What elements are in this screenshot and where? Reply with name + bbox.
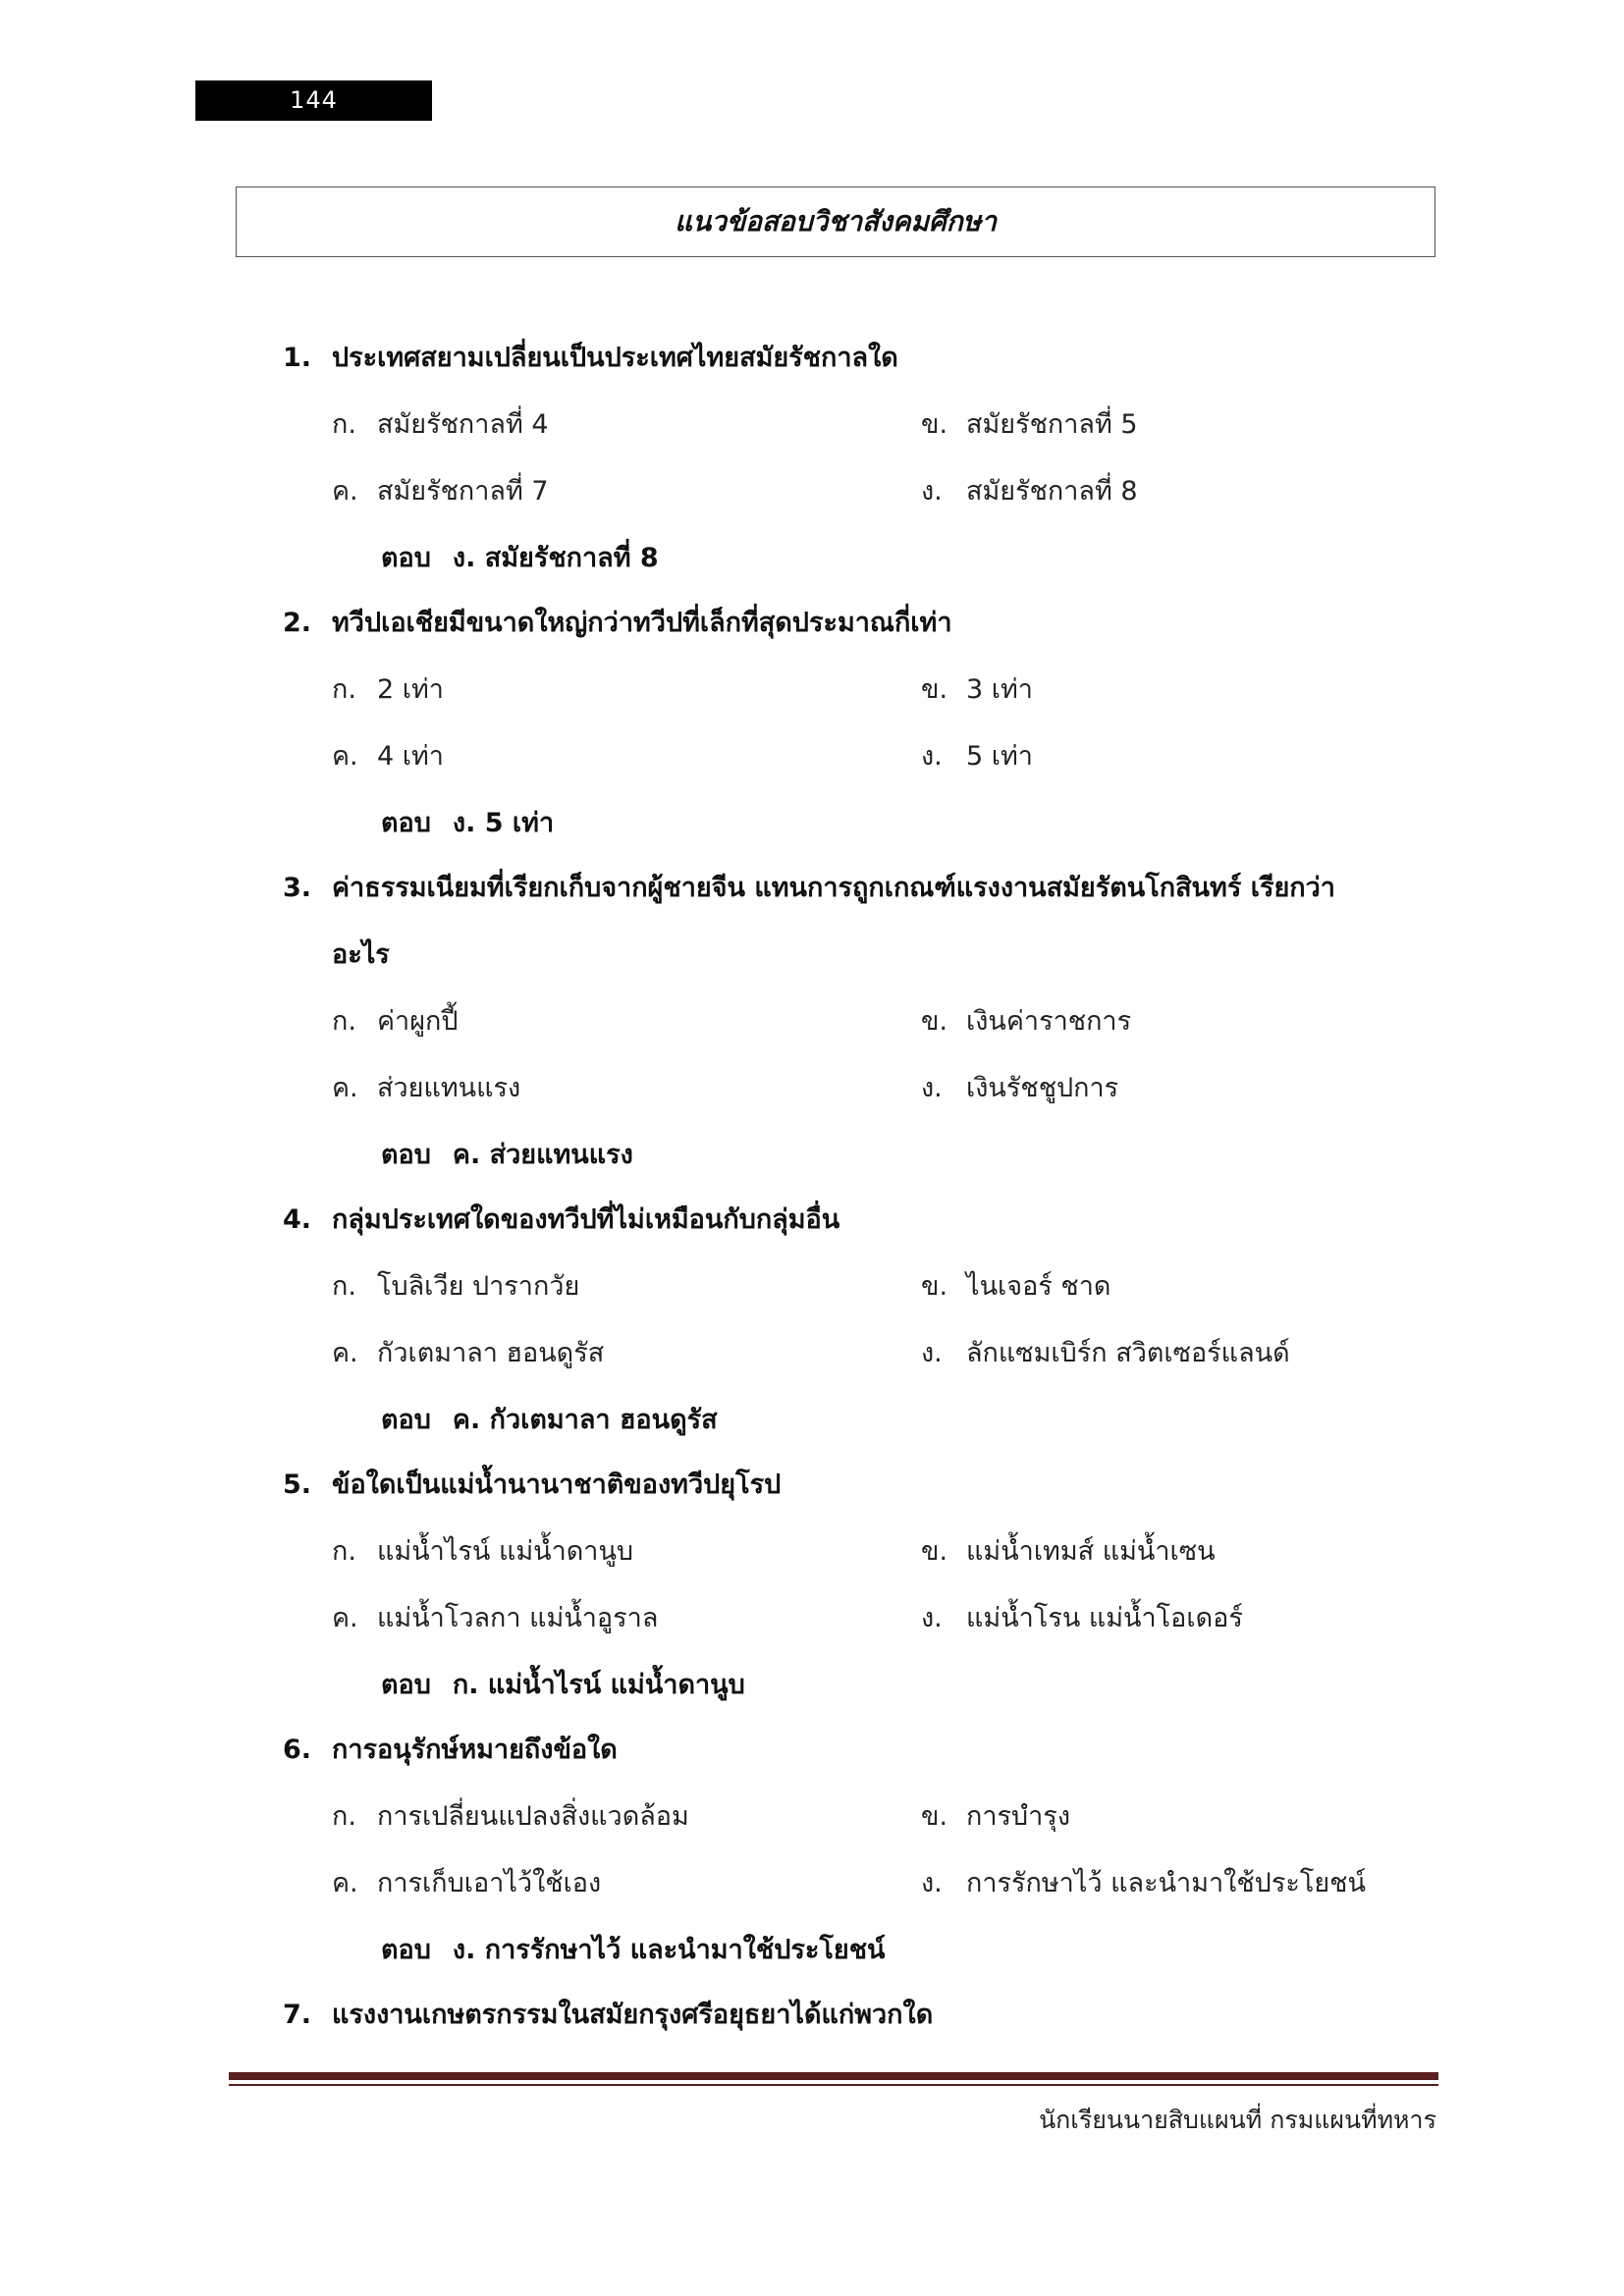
footer-divider <box>229 2072 1438 2080</box>
question-text: ทวีปเอเชียมีขนาดใหญ่กว่าทวีปที่เล็กที่สุดประมาณกี่เท่า <box>332 608 952 638</box>
answer-4 <box>381 1398 718 1440</box>
answer-text: ก. แม่น้ำไรน์ แม่น้ำดานูบ <box>452 1670 745 1700</box>
option-d <box>921 1331 1290 1373</box>
option-text: การเปลี่ยนแปลงสิ่งแวดล้อม <box>377 1801 689 1832</box>
option-c <box>332 1066 520 1108</box>
option-text: การบำรุง <box>966 1801 1070 1832</box>
option-d <box>921 734 1033 776</box>
question-2 <box>283 601 952 643</box>
question-number: 1. <box>283 343 312 373</box>
option-b <box>921 667 1033 710</box>
question-4 <box>283 1198 839 1240</box>
option-a <box>332 402 549 445</box>
option-d <box>921 1861 1366 1903</box>
question-number: 5. <box>283 1469 312 1500</box>
page-number: 144 <box>195 80 432 121</box>
question-text-continued: อะไร <box>332 939 390 970</box>
answer-label: ตอบ <box>381 543 431 573</box>
option-letter: ก. <box>332 1536 356 1567</box>
answer-1 <box>381 536 659 578</box>
question-6 <box>283 1728 618 1770</box>
option-text: เงินค่าราชการ <box>966 1006 1132 1037</box>
option-text: ลักแซมเบิร์ก สวิตเซอร์แลนด์ <box>966 1338 1290 1368</box>
question-text: แรงงานเกษตรกรรมในสมัยกรุงศรีอยุธยาได้แก่พวกใด <box>332 2000 934 2030</box>
question-1 <box>283 336 898 378</box>
option-letter: ค. <box>332 1868 358 1898</box>
option-letter: ง. <box>921 1338 943 1368</box>
option-text: ไนเจอร์ ชาด <box>966 1271 1111 1302</box>
option-text: 4 เท่า <box>377 741 444 772</box>
question-number: 3. <box>283 873 312 903</box>
option-letter: ง. <box>921 741 943 772</box>
answer-text: ง. สมัยรัชกาลที่ 8 <box>452 543 659 573</box>
option-letter: ข. <box>921 1536 948 1567</box>
option-b <box>921 999 1131 1041</box>
option-letter: ข. <box>921 1271 948 1302</box>
option-d <box>921 1596 1243 1638</box>
option-a <box>332 1264 579 1307</box>
option-letter: ง. <box>921 1073 943 1103</box>
option-a <box>332 1529 633 1572</box>
option-text: แม่น้ำไรน์ แม่น้ำดานูบ <box>377 1536 634 1567</box>
option-text: สมัยรัชกาลที่ 5 <box>966 409 1138 440</box>
question-number: 4. <box>283 1204 312 1235</box>
option-b <box>921 1264 1110 1307</box>
option-letter: ค. <box>332 1603 358 1633</box>
question-7 <box>283 1993 933 2035</box>
question-5 <box>283 1463 781 1505</box>
question-text: กลุ่มประเทศใดของทวีปที่ไม่เหมือนกับกลุ่มอื่น <box>332 1204 840 1235</box>
option-letter: ก. <box>332 1006 356 1037</box>
option-letter: ค. <box>332 1338 358 1368</box>
option-text: ค่าผูกปี้ <box>377 1006 459 1037</box>
option-letter: ก. <box>332 674 356 705</box>
option-a <box>332 999 459 1041</box>
option-letter: ค. <box>332 741 358 772</box>
option-text: เงินรัชชูปการ <box>966 1073 1119 1103</box>
option-c <box>332 469 549 511</box>
option-text: 2 เท่า <box>377 674 444 705</box>
option-b <box>921 402 1138 445</box>
option-c <box>332 1861 601 1903</box>
option-c <box>332 1596 658 1638</box>
answer-label: ตอบ <box>381 808 431 838</box>
option-a <box>332 667 444 710</box>
question-text: ประเทศสยามเปลี่ยนเป็นประเทศไทยสมัยรัชกาลใด <box>332 343 898 373</box>
option-text: 3 เท่า <box>966 674 1033 705</box>
option-b <box>921 1529 1216 1572</box>
title-box <box>236 187 1435 257</box>
question-number: 7. <box>283 2000 312 2030</box>
answer-5 <box>381 1663 745 1705</box>
footer-text: นักเรียนนายสิบแผนที่ กรมแผนที่ทหาร <box>1039 2106 1436 2134</box>
answer-text: ง. 5 เท่า <box>452 808 555 838</box>
option-letter: ข. <box>921 1801 948 1832</box>
footer-divider-thin <box>229 2084 1438 2086</box>
question-text: ค่าธรรมเนียมที่เรียกเก็บจากผู้ชายจีน แทนการถูกเกณฑ์แรงงานสมัยรัตนโกสินทร์ เรียกว่า <box>332 873 1335 903</box>
question-3 <box>283 866 1335 908</box>
option-text: แม่น้ำเทมส์ แม่น้ำเซน <box>966 1536 1216 1567</box>
answer-label: ตอบ <box>381 1935 431 1965</box>
option-letter: ก. <box>332 1801 356 1832</box>
option-letter: ค. <box>332 476 358 507</box>
answer-2 <box>381 801 554 843</box>
option-c <box>332 1331 604 1373</box>
option-letter: ค. <box>332 1073 358 1103</box>
question-number: 2. <box>283 608 312 638</box>
option-letter: ข. <box>921 674 948 705</box>
question-number: 6. <box>283 1735 312 1765</box>
option-letter: ง. <box>921 1603 943 1633</box>
answer-6 <box>381 1928 885 1970</box>
question-text: ข้อใดเป็นแม่น้ำนานาชาติของทวีปยุโรป <box>332 1469 782 1500</box>
option-text: 5 เท่า <box>966 741 1033 772</box>
question-text: การอนุรักษ์หมายถึงข้อใด <box>332 1735 618 1765</box>
option-d <box>921 1066 1118 1108</box>
answer-label: ตอบ <box>381 1405 431 1435</box>
answer-3 <box>381 1133 633 1175</box>
option-b <box>921 1794 1070 1837</box>
option-letter: ข. <box>921 409 948 440</box>
page-title: แนวข้อสอบวิชาสังคมศึกษา <box>675 205 997 238</box>
answer-label: ตอบ <box>381 1670 431 1700</box>
option-letter: ก. <box>332 409 356 440</box>
option-text: สมัยรัชกาลที่ 7 <box>377 476 549 507</box>
option-letter: ข. <box>921 1006 948 1037</box>
answer-text: ค. กัวเตมาลา ฮอนดูรัส <box>452 1405 718 1435</box>
option-text: แม่น้ำโรน แม่น้ำโอเดอร์ <box>966 1603 1243 1633</box>
option-text: ส่วยแทนแรง <box>377 1073 521 1103</box>
option-c <box>332 734 444 776</box>
option-letter: ง. <box>921 476 943 507</box>
option-text: การรักษาไว้ และนำมาใช้ประโยชน์ <box>966 1868 1366 1898</box>
option-d <box>921 469 1138 511</box>
answer-label: ตอบ <box>381 1140 431 1170</box>
answer-text: ง. การรักษาไว้ และนำมาใช้ประโยชน์ <box>452 1935 886 1965</box>
answer-text: ค. ส่วยแทนแรง <box>452 1140 633 1170</box>
option-text: สมัยรัชกาลที่ 4 <box>377 409 549 440</box>
option-text: การเก็บเอาไว้ใช้เอง <box>377 1868 602 1898</box>
option-text: สมัยรัชกาลที่ 8 <box>966 476 1138 507</box>
option-text: โบลิเวีย ปารากวัย <box>377 1271 580 1302</box>
option-a <box>332 1794 689 1837</box>
option-text: แม่น้ำโวลกา แม่น้ำอูราล <box>377 1603 659 1633</box>
option-letter: ง. <box>921 1868 943 1898</box>
option-letter: ก. <box>332 1271 356 1302</box>
option-text: กัวเตมาลา ฮอนดูรัส <box>377 1338 605 1368</box>
